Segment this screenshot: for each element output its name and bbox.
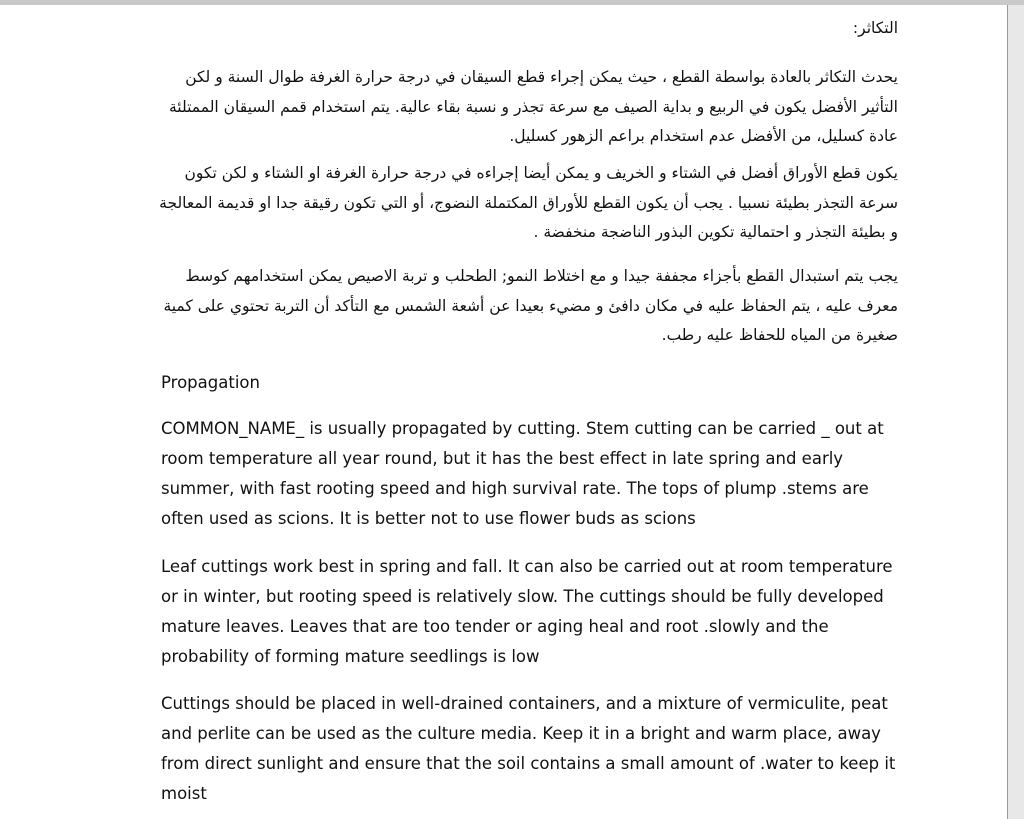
english-heading: Propagation xyxy=(161,373,260,392)
arabic-paragraph-containers: يجب يتم استبدال القطع بأجزاء مجففة جيدا و مع اختلاط النمو; الطحلب و تربة الاصيص يمكن استخدامهم كوسط معرف عليه ، يتم الحفاظ عليه في مكان دافئ و مضيء بعيدا عن أشعة الشمس مع التأكد أن التربة تحتوي على كمية صغيرة من المياه للحفاظ عليه رطب. xyxy=(163,267,898,344)
english-paragraph-stem-cutting: COMMON_NAME_ is usually propagated by cutting. Stem cutting can be carried _ out at room temperature all year round, but it has the best effect in late spring and early summer, with fast rooting speed and high survival rate. The tops of plump .stems are often used as scions. It is better not to use flower buds as scions xyxy=(161,419,884,528)
arabic-heading: التكاثر: xyxy=(852,19,898,37)
arabic-paragraph-leaf-cutting: يكون قطع الأوراق أفضل في الشتاء و الخريف و يمكن أيضا إجراءه في درجة حرارة الغرفة او الشتاء و لكن تكون سرعة التجذر بطيئة نسبيا . يجب أن يكون القطع للأوراق المكتملة النضوج، أو التي تكون رقيقة جدا او قديمة المعالجة و بطيئة التجذر و احتمالية تكوين البذور الناضجة منخفضة . xyxy=(159,164,898,241)
vertical-scrollbar[interactable] xyxy=(1007,5,1024,819)
english-paragraph-containers: Cuttings should be placed in well-drained containers, and a mixture of vermiculite, peat and perlite can be used as the culture media. Keep it in a bright and warm place, away from direct sunlight and ensure that the soil contains a small amount of .water to keep it moist xyxy=(161,694,896,803)
document-page xyxy=(0,5,1007,819)
english-paragraph-leaf-cutting: Leaf cuttings work best in spring and fall. It can also be carried out at room temperature or in winter, but rooting speed is relatively slow. The cuttings should be fully developed mature leaves. Leaves that are too tender or aging heal and root .slowly and the probability of forming mature seedlings is low xyxy=(161,557,893,666)
arabic-paragraph-stem-cutting: يحدث التكاثر بالعادة بواسطة القطع ، حيث يمكن إجراء قطع السيقان في درجة حرارة الغرفة طوال السنة و لكن التأثير الأفضل يكون في الربيع و بداية الصيف مع سرعة تجذر و نسبة بقاء عالية. يتم استخدام قمم السيقان الممتلئة عادة كسليل، من الأفضل عدم استخدام براعم الزهور كسليل. xyxy=(168,68,898,145)
